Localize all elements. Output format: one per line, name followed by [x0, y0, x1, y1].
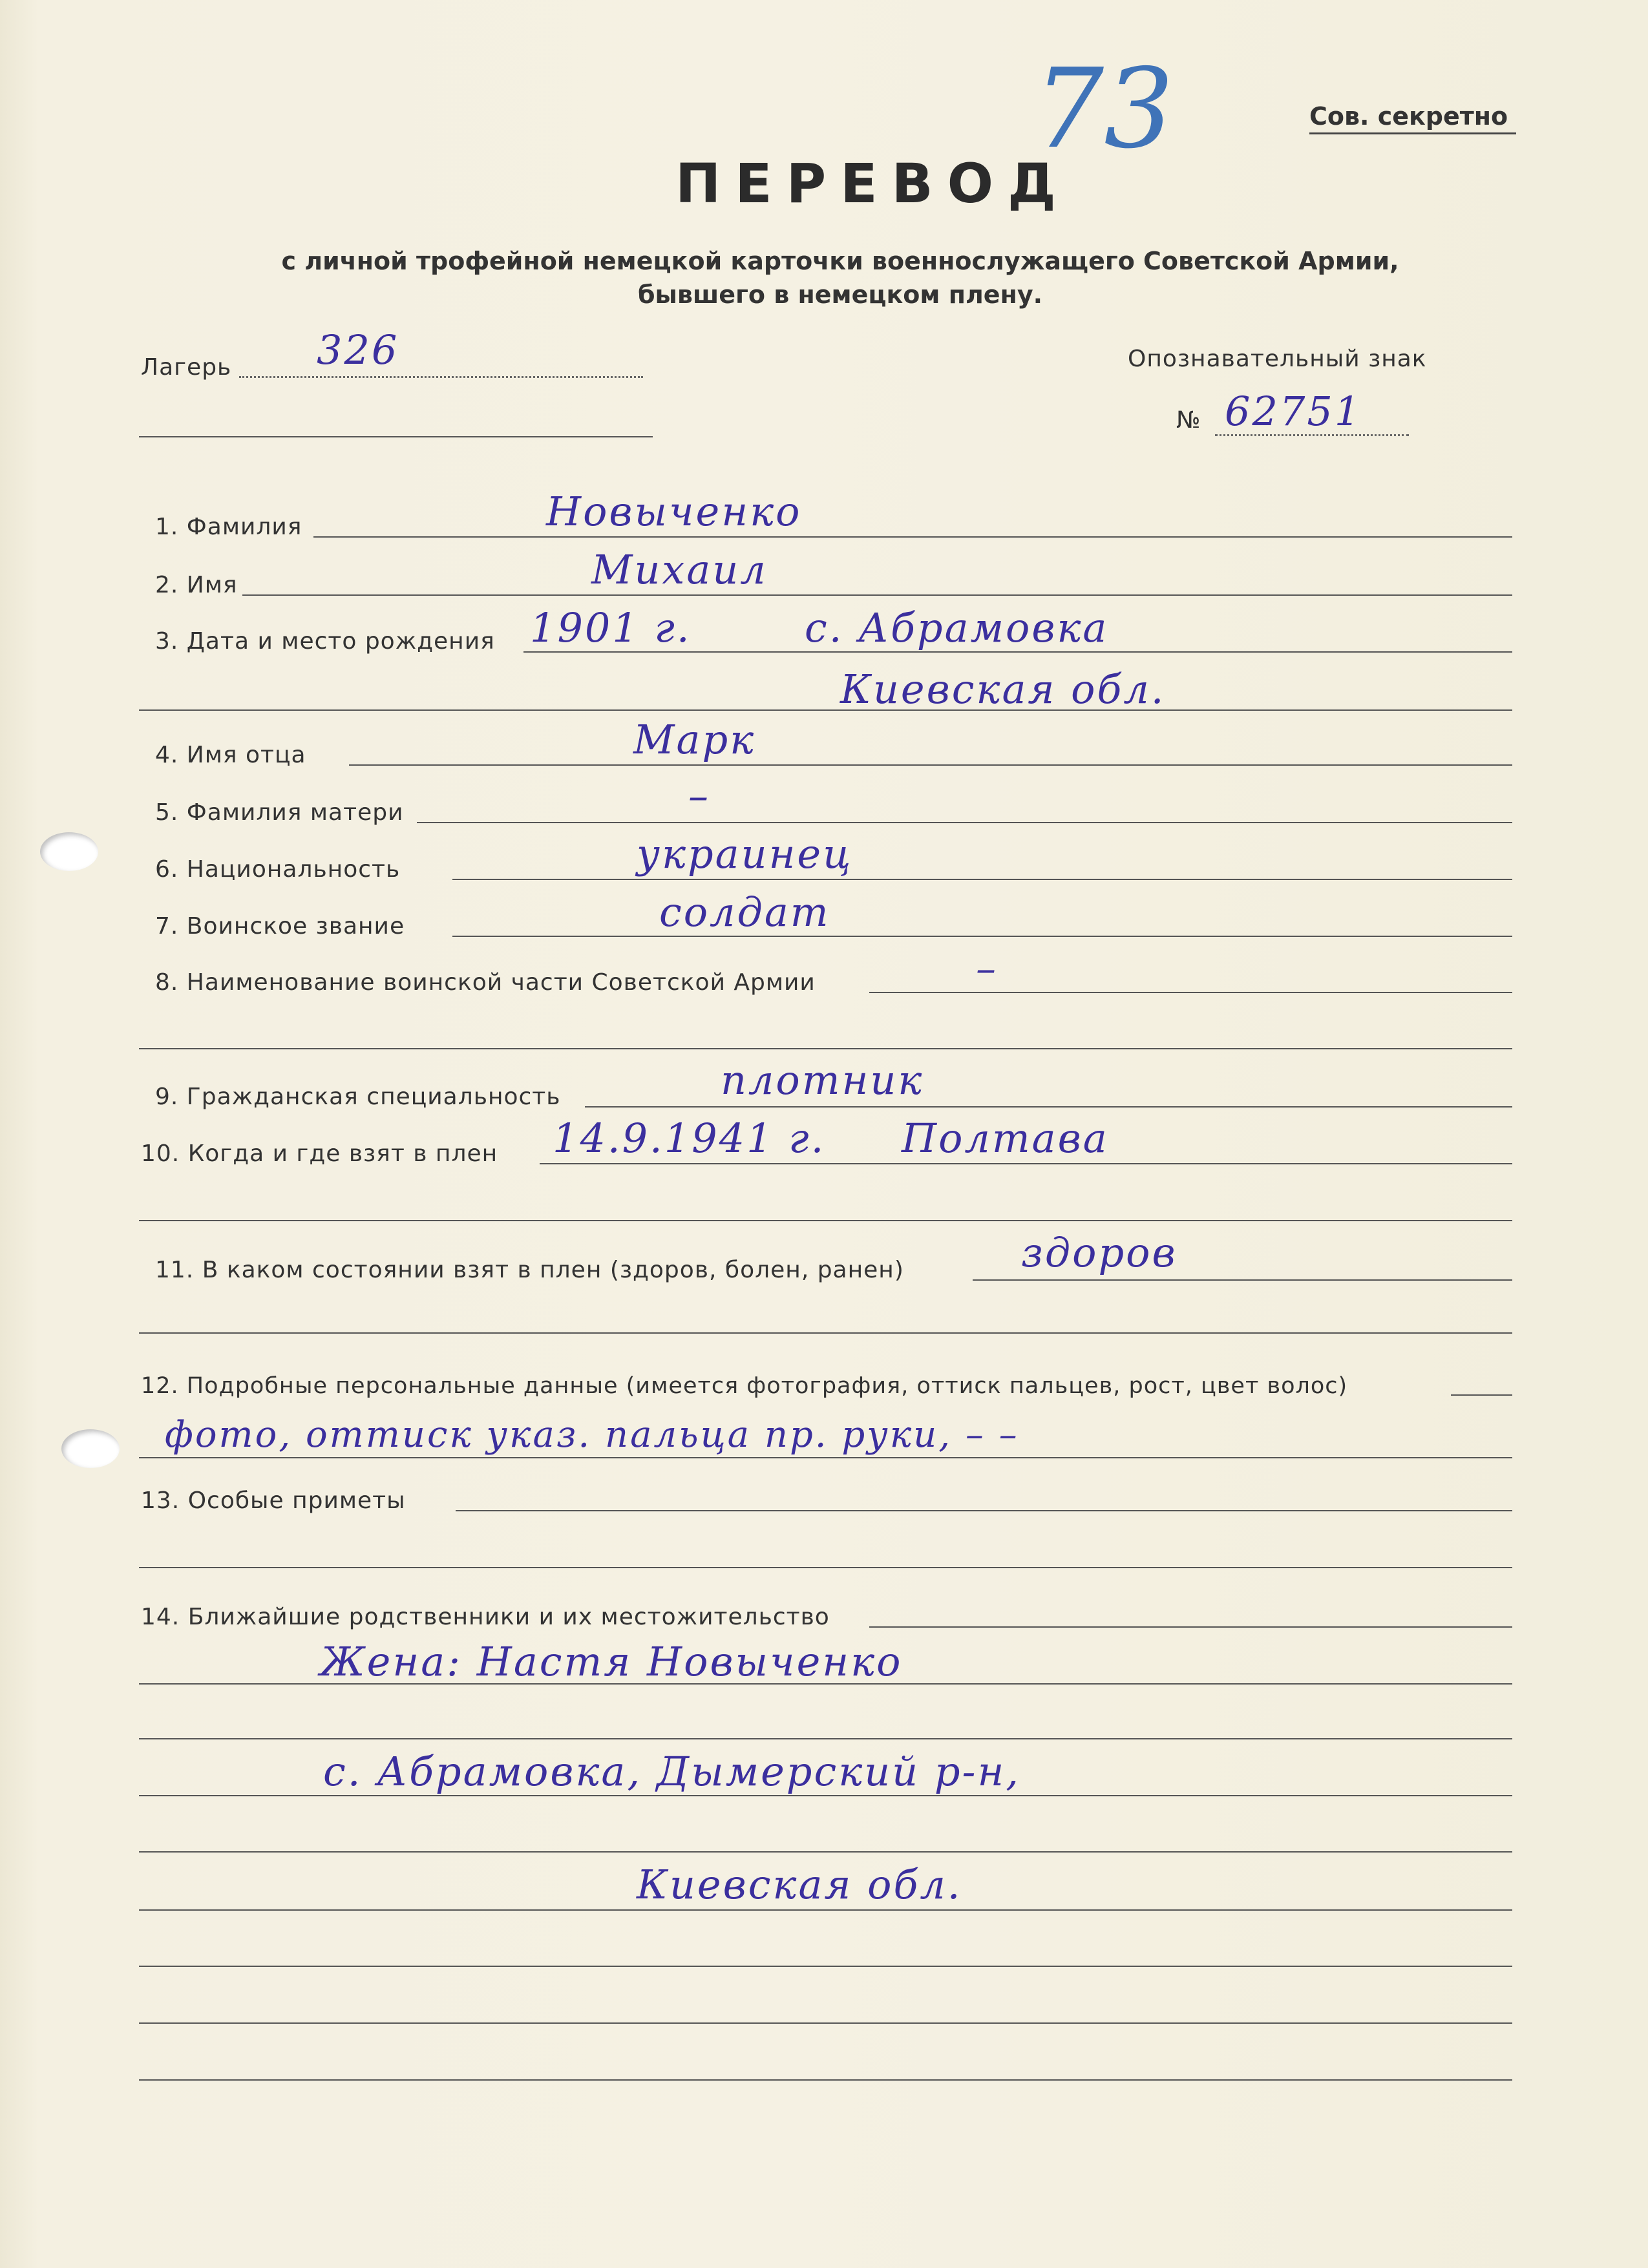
field-11-line [973, 1279, 1512, 1281]
field-13-label: 13. Особые приметы [141, 1487, 406, 1514]
field-8-value: – [976, 945, 998, 992]
camp-value: 326 [317, 326, 399, 373]
field-1-label: 1. Фамилия [155, 514, 302, 540]
field-14-value-line-3: Киевская обл. [637, 1861, 962, 1908]
field-7-value: солдат [659, 888, 830, 936]
field-11-line-2 [139, 1332, 1512, 1334]
field-14-line-3 [139, 1738, 1512, 1739]
field-6-label: 6. Национальность [155, 856, 401, 883]
field-6-line [452, 879, 1512, 880]
field-11-label: 11. В каком состоянии взят в плен (здоров, болен, ранен) [155, 1257, 904, 1283]
field-2-label: 2. Имя [155, 572, 238, 598]
field-11-value: здоров [1021, 1229, 1178, 1276]
document-title: ПЕРЕВОД [675, 152, 1070, 215]
field-14-line-8 [139, 2022, 1512, 2024]
field-1-line [313, 536, 1512, 538]
field-5-line [417, 822, 1512, 823]
field-4-line [349, 764, 1512, 766]
subtitle-line-1: с личной трофейной немецкой карточки военнослужащего Советской Армии, [281, 247, 1399, 275]
field-8-line [869, 992, 1512, 993]
field-9-line [585, 1106, 1512, 1108]
field-1-value: Новыченко [546, 488, 802, 535]
field-7-label: 7. Воинское звание [155, 913, 405, 940]
punch-hole-bottom [61, 1429, 120, 1468]
field-4-value: Марк [633, 716, 756, 763]
secrecy-label: Сов. секретно [1309, 102, 1508, 131]
field-5-label: 5. Фамилия матери [155, 799, 404, 826]
field-3-line-2 [139, 709, 1512, 711]
field-14-value-line-1: Жена: Настя Новыченко [320, 1638, 903, 1685]
field-13-line-2 [139, 1567, 1512, 1568]
field-12-line-2 [139, 1457, 1512, 1458]
field-14-line-2 [139, 1683, 1512, 1685]
camp-line-2 [139, 436, 653, 437]
secrecy-underline [1309, 132, 1516, 134]
field-9-value: плотник [721, 1056, 924, 1104]
camp-label: Лагерь [141, 354, 232, 381]
field-10-place: Полтава [902, 1115, 1109, 1162]
field-7-line [452, 936, 1512, 937]
document-subtitle [259, 244, 1422, 311]
field-3-date: 1901 г. [530, 604, 692, 651]
field-5-value: – [688, 772, 710, 819]
field-12-label: 12. Подробные персональные данные (имеется фотография, оттиск пальцев, рост, цвет волос) [141, 1373, 1348, 1399]
punch-hole-top [40, 832, 98, 871]
field-12-value: фото, оттиск указ. пальца пр. руки, – – [165, 1414, 1019, 1456]
tag-label: Опознавательный знак [1128, 346, 1427, 372]
field-14-line-5 [139, 1851, 1512, 1853]
field-3-region: Киевская обл. [840, 666, 1166, 713]
field-3-label: 3. Дата и место рождения [155, 628, 495, 655]
field-3-place: с. Абрамовка [805, 604, 1109, 651]
tag-value: 62751 [1225, 388, 1362, 435]
field-14-line-4 [139, 1795, 1512, 1796]
subtitle-line-2: бывшего в немецком плену. [637, 280, 1043, 309]
field-8-line-2 [139, 1048, 1512, 1049]
field-14-line [869, 1626, 1512, 1628]
field-12-line [1451, 1394, 1512, 1396]
field-9-label: 9. Гражданская специальность [155, 1084, 561, 1110]
field-10-date: 14.9.1941 г. [553, 1115, 826, 1162]
field-10-line-2 [139, 1220, 1512, 1221]
field-2-line [242, 594, 1512, 596]
field-10-line [540, 1163, 1512, 1164]
field-10-label: 10. Когда и где взят в плен [141, 1140, 498, 1167]
field-14-label: 14. Ближайшие родственники и их местожительство [141, 1604, 830, 1630]
field-3-line [523, 651, 1512, 653]
field-14-line-6 [139, 1909, 1512, 1911]
field-14-value-line-2: с. Абрамовка, Дымерский р-н, [323, 1748, 1020, 1795]
field-8-label: 8. Наименование воинской части Советской Армии [155, 969, 816, 996]
handwritten-annotation: 73 [1034, 45, 1174, 173]
field-4-label: 4. Имя отца [155, 742, 306, 768]
camp-line [239, 376, 643, 378]
field-13-line [456, 1510, 1512, 1511]
field-14-line-9 [139, 2079, 1512, 2081]
tag-number-prefix: № [1176, 407, 1201, 434]
field-6-value: украинец [637, 830, 853, 877]
field-14-line-7 [139, 1966, 1512, 1967]
field-2-value: Михаил [591, 546, 768, 593]
